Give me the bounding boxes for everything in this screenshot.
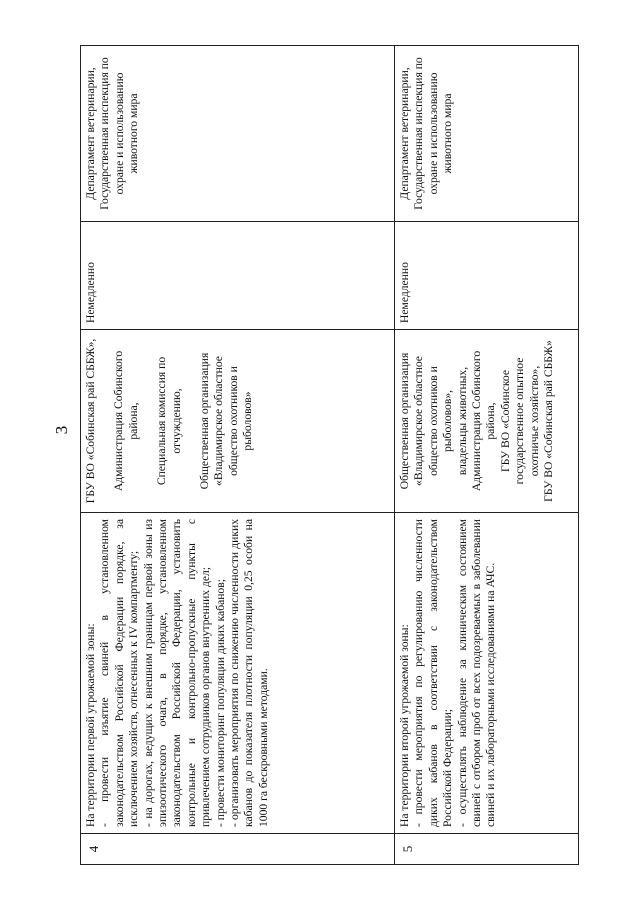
executor-text: Общественная организация «Владимирское областное общество охотников и рыболовов», bbox=[398, 352, 455, 490]
term-cell: Немедленно bbox=[81, 222, 395, 330]
measure-text: - на дорогах, ведущих к внешним границам первой зоны из эпизоотического очага, в порядке, установленном законодательством Российской Федерации, установить контрольные и контрольно-пропускные пункты с привлечением сотрудников органов внутренних дел; bbox=[141, 519, 213, 827]
table-row bbox=[395, 46, 579, 865]
measure-text: - провести мониторинг популяции диких кабанов; bbox=[213, 579, 227, 827]
measure-text: На территории первой угрожаемой зоны: bbox=[84, 623, 97, 827]
responsible-cell: Департамент ветеринарии, Государственная инспекция по охране и использованию животного мира bbox=[395, 46, 579, 222]
measure-text: - провести изъятие свиней в установленном законодательством Российской Федерации порядке, за исключением хозяйств, отнесенных к IV компартменту; bbox=[98, 519, 141, 827]
responsible-cell: Департамент ветеринарии, Государственная инспекция по охране и использованию животного мира bbox=[81, 46, 395, 222]
executor-text: Администрация Собинского района, bbox=[112, 350, 140, 492]
measures-table bbox=[80, 45, 579, 865]
spacer bbox=[98, 336, 112, 506]
measure-text: На территории второй угрожаемой зоны: bbox=[398, 624, 411, 827]
table-row bbox=[81, 46, 395, 865]
executor-text: ГБУ ВО «Собинская рай СББЖ», bbox=[84, 338, 97, 504]
term-cell: Немедленно bbox=[395, 222, 579, 330]
page-number: 3 bbox=[52, 425, 71, 435]
measure-text: - провести мероприятия по регулированию численности диких кабанов в соответствии с законодательством Российской Федерации; bbox=[412, 519, 455, 827]
measure-text: - организовать мероприятия по снижению численности диких кабанов до показателя плотности популяции 0,25 особи на 1000 га бескровными методами. bbox=[228, 519, 270, 827]
measures-cell bbox=[395, 513, 579, 834]
executor-text: владельцы животных, bbox=[455, 366, 469, 476]
spacer bbox=[141, 336, 155, 506]
row-number-cell: 4 bbox=[81, 834, 395, 865]
executor-text: ГБУ ВО «Собинская рай СББЖ» bbox=[542, 340, 556, 502]
rotated-table-container bbox=[80, 45, 580, 865]
executor-text: Специальная комиссия по отчуждению, bbox=[155, 356, 183, 486]
executor-text: ГБУ ВО «Собинское государственное опытное охотничье хозяйство», bbox=[498, 357, 541, 485]
row-number-cell: 5 bbox=[395, 834, 579, 865]
executors-cell bbox=[81, 330, 395, 513]
measure-text: - осуществлять наблюдение за клиническим состоянием свиней с отбором проб от всех подозреваемых в заболевании свиней и их лабораторными исследованиями на АЧС. bbox=[455, 519, 498, 827]
executor-text: Общественная организация «Владимирское областное общество охотников и рыболовов» bbox=[198, 352, 255, 490]
executor-text: Администрация Собинского района, bbox=[470, 350, 498, 492]
executors-cell bbox=[395, 330, 579, 513]
measures-cell bbox=[81, 513, 395, 834]
spacer bbox=[184, 336, 198, 506]
